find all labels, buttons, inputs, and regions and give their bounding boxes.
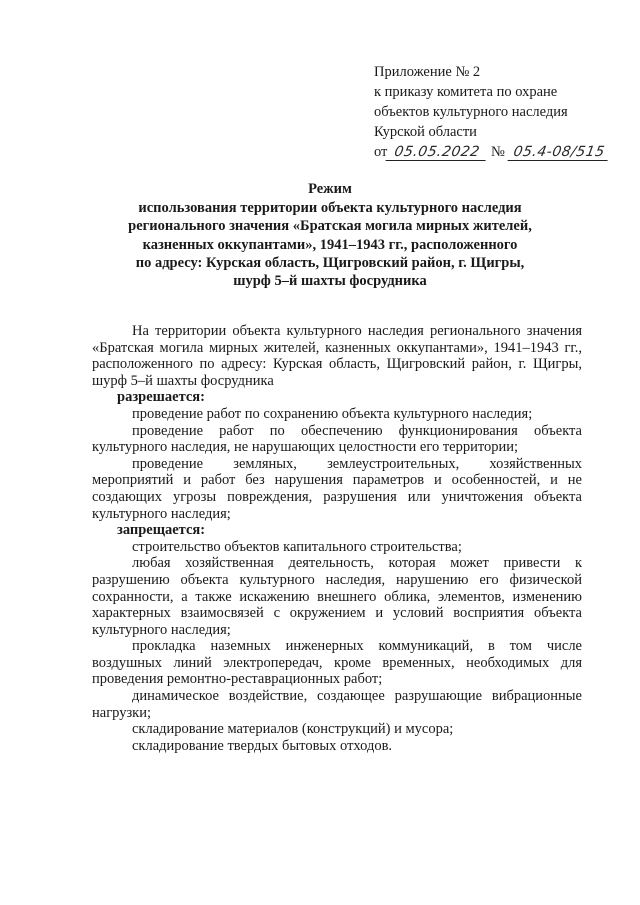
title-line: по адресу: Курская область, Щигровский район, г. Щигры, (135, 254, 525, 271)
allowed-item: проведение земляных, землеустроительных, хозяйственных мероприятий и работ без нарушения параметров и особенностей, и не создающих угрозы повреждения, разрушения или уничтожения объекта культурного наследия; (92, 455, 582, 522)
forbidden-item: складирование материалов (конструкций) и мусора; (132, 721, 454, 738)
allowed-item: проведение работ по сохранению объекта культурного наследия; (132, 405, 533, 422)
number-sign: № (491, 144, 505, 160)
title-line: шурф 5–й шахты фосрудника (233, 273, 427, 290)
appendix-region-line: Курской области (374, 124, 477, 140)
appendix-title: Приложение № 2 (374, 64, 481, 80)
title-heading: Режим (308, 181, 352, 197)
title-line: регионального значения «Братская могила мирных жителей, (128, 218, 532, 235)
title-line: использования территории объекта культурного наследия (138, 200, 522, 217)
forbidden-item: строительство объектов капитального строительства; (132, 538, 462, 555)
forbidden-item: прокладка наземных инженерных коммуникаций, в том числе воздушных линий электропередач, кроме временных, необходимых для проведения ремонтно-реставрационных работ; (92, 638, 582, 688)
forbidden-item: любая хозяйственная деятельность, которая может привести к разрушению объекта культурного наследия, нарушению его физической сохранности, а также искажению внешнего облика, элементов, изменению характерных взаимосвязей с окружением и условий восприятия объекта культурного наследия; (92, 555, 582, 638)
document-body (92, 323, 582, 754)
allowed-item: проведение работ по обеспечению функционирования объекта культурного наследия, не нарушающих целостности его территории; (92, 422, 582, 456)
order-number: 05.4-08/515 (507, 144, 610, 161)
appendix-block (374, 62, 624, 162)
order-date: 05.05.2022 (386, 144, 489, 161)
date-prefix: от (374, 144, 388, 160)
allowed-label: разрешается: (117, 389, 205, 406)
appendix-order-line: к приказу комитета по охране (374, 84, 558, 100)
forbidden-item: складирование твердых бытовых отходов. (132, 737, 393, 754)
appendix-committee-line: объектов культурного наследия (374, 104, 568, 120)
title-line: казненных оккупантами», 1941–1943 гг., расположенного (142, 236, 518, 253)
forbidden-label: запрещается: (117, 522, 206, 539)
intro-paragraph: На территории объекта культурного наследия регионального значения «Братская могила мирных жителей, казненных оккупантами», 1941–1943 гг., расположенного по адресу: Курская область, Щигровский район, г. Щигры, шурф 5–й шахты фосрудника (92, 323, 582, 389)
forbidden-item: динамическое воздействие, создающее разрушающие вибрационные нагрузки; (92, 688, 582, 721)
order-reference (374, 142, 624, 162)
document-title (110, 180, 550, 290)
